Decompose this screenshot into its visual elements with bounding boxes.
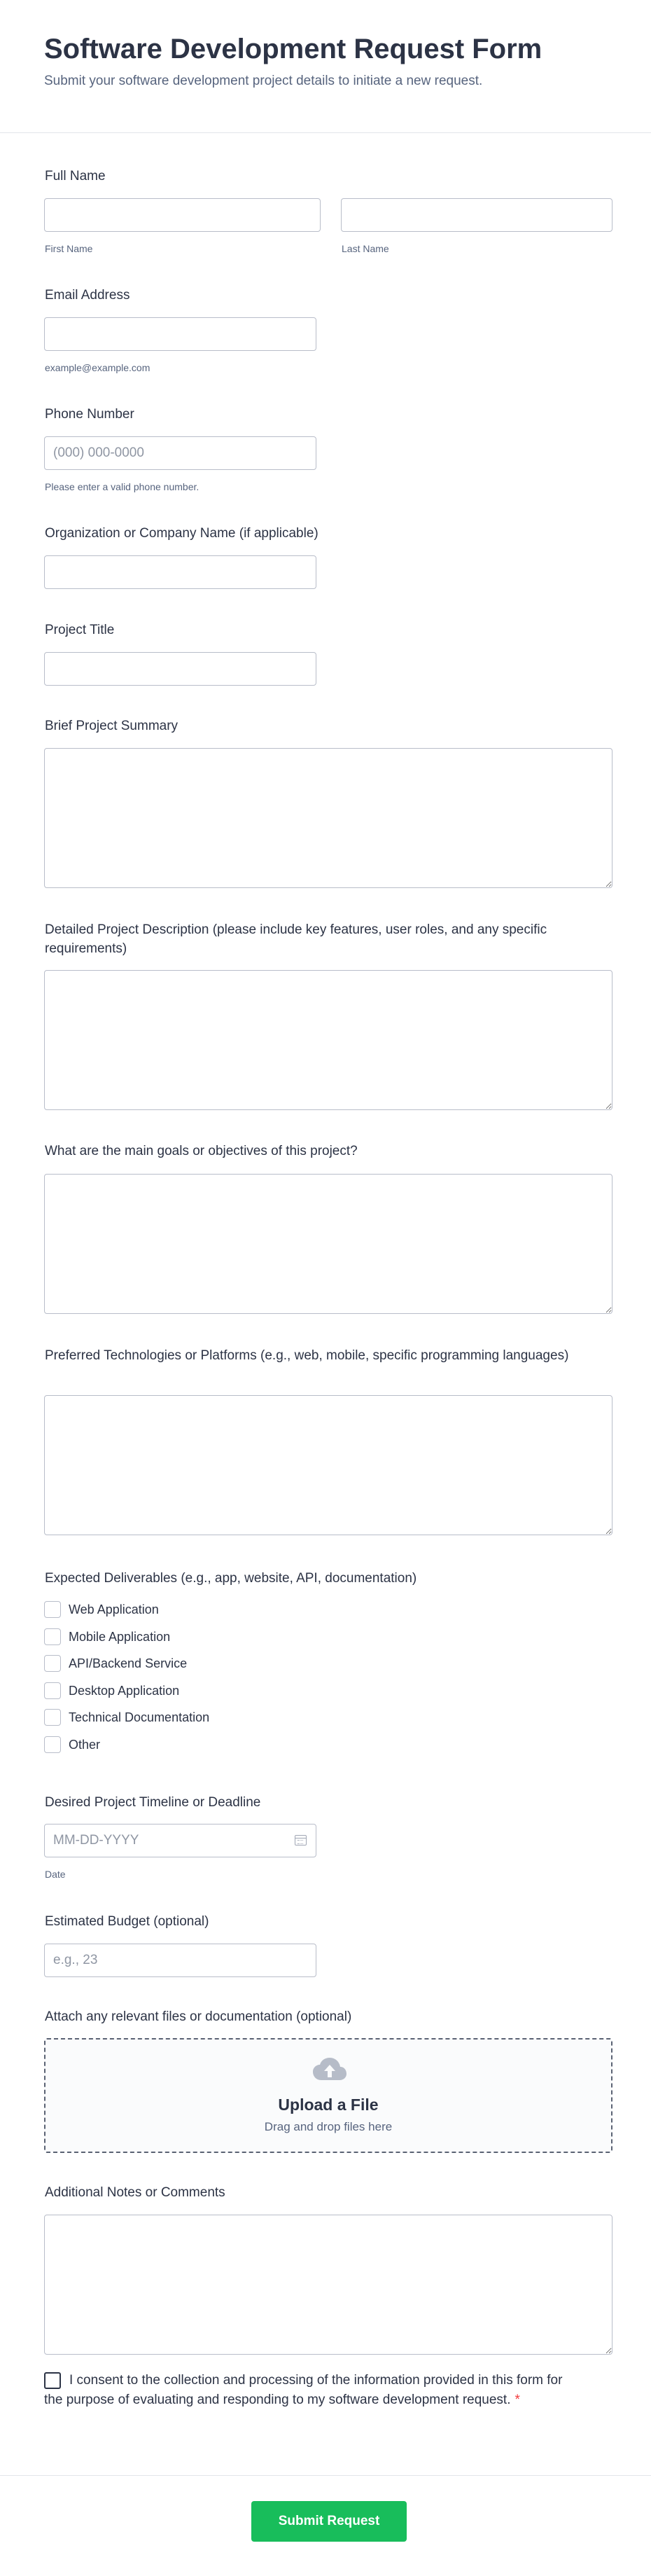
checkbox[interactable] <box>44 1682 61 1699</box>
consent-checkbox[interactable] <box>44 2372 61 2389</box>
date-field <box>44 1824 316 1857</box>
goals-label: What are the main goals or objectives of this project? <box>45 1144 358 1158</box>
checkbox[interactable] <box>44 1709 61 1726</box>
organization-label: Organization or Company Name (if applicable) <box>45 526 318 541</box>
checkbox-label: Technical Documentation <box>69 1710 210 1724</box>
project-title-label: Project Title <box>45 623 115 637</box>
submit-button[interactable]: Submit Request <box>251 2501 407 2542</box>
summary-label: Brief Project Summary <box>45 719 178 733</box>
date-input[interactable] <box>44 1824 316 1857</box>
description-label: Detailed Project Description (please include key features, user roles, and any specific requirements) <box>45 922 547 956</box>
timeline-label: Desired Project Timeline or Deadline <box>45 1795 261 1810</box>
last-name-sublabel: Last Name <box>342 243 389 254</box>
form-title: Software Development Request Form <box>44 34 542 64</box>
attachments-label: Attach any relevant files or documentation (optional) <box>45 2009 352 2024</box>
technologies-textarea[interactable] <box>44 1395 612 1535</box>
phone-sublabel: Please enter a valid phone number. <box>45 481 200 492</box>
notes-label: Additional Notes or Comments <box>45 2185 225 2200</box>
first-name-sublabel: First Name <box>45 243 93 254</box>
checkbox-label: API/Backend Service <box>69 1656 188 1670</box>
checkbox[interactable] <box>44 1628 61 1645</box>
budget-input[interactable] <box>44 1944 316 1977</box>
checkbox[interactable] <box>44 1601 61 1618</box>
checkbox-label: Desktop Application <box>69 1683 180 1698</box>
email-label: Email Address <box>45 288 130 303</box>
deliverable-option-web[interactable] <box>44 1600 159 1619</box>
budget-label: Estimated Budget (optional) <box>45 1914 209 1929</box>
cloud-upload-icon <box>312 2056 348 2082</box>
deliverable-option-other[interactable] <box>44 1735 100 1754</box>
project-title-input[interactable] <box>44 652 316 686</box>
file-upload-dropzone[interactable] <box>44 2038 612 2153</box>
form-footer <box>0 2475 651 2576</box>
phone-input[interactable] <box>44 436 316 470</box>
consent-row <box>44 2371 576 2410</box>
upload-subtitle: Drag and drop files here <box>264 2120 393 2133</box>
consent-text: I consent to the collection and processing of the information provided in this form for the purpose of evaluating and responding to my software development request. <box>44 2373 563 2407</box>
date-sublabel: Date <box>45 1869 66 1880</box>
deliverable-option-desktop[interactable] <box>44 1681 179 1701</box>
upload-title: Upload a File <box>278 2096 379 2114</box>
full-name-label: Full Name <box>45 169 106 183</box>
phone-label: Phone Number <box>45 407 134 422</box>
deliverables-label: Expected Deliverables (e.g., app, website, API, documentation) <box>45 1571 417 1586</box>
technologies-label: Preferred Technologies or Platforms (e.g., web, mobile, specific programming languages) <box>45 1348 569 1363</box>
checkbox-label: Mobile Application <box>69 1629 171 1644</box>
summary-textarea[interactable] <box>44 748 612 888</box>
description-textarea[interactable] <box>44 970 612 1110</box>
required-marker: * <box>514 2393 520 2407</box>
notes-textarea[interactable] <box>44 2215 612 2355</box>
checkbox[interactable] <box>44 1736 61 1753</box>
checkbox-label: Web Application <box>69 1602 159 1616</box>
checkbox[interactable] <box>44 1655 61 1672</box>
goals-textarea[interactable] <box>44 1174 612 1314</box>
deliverable-option-api[interactable] <box>44 1654 187 1673</box>
email-input[interactable] <box>44 317 316 351</box>
last-name-input[interactable] <box>341 198 612 232</box>
form-subtitle: Submit your software development project details to initiate a new request. <box>44 74 483 88</box>
first-name-input[interactable] <box>44 198 321 232</box>
deliverable-option-mobile[interactable] <box>44 1627 170 1647</box>
calendar-icon[interactable] <box>295 1835 307 1846</box>
email-sublabel: example@example.com <box>45 362 150 373</box>
form-header <box>0 0 651 133</box>
organization-input[interactable] <box>44 555 316 589</box>
deliverable-option-docs[interactable] <box>44 1708 209 1727</box>
checkbox-label: Other <box>69 1737 101 1752</box>
consent-text-wrap <box>44 2371 576 2410</box>
